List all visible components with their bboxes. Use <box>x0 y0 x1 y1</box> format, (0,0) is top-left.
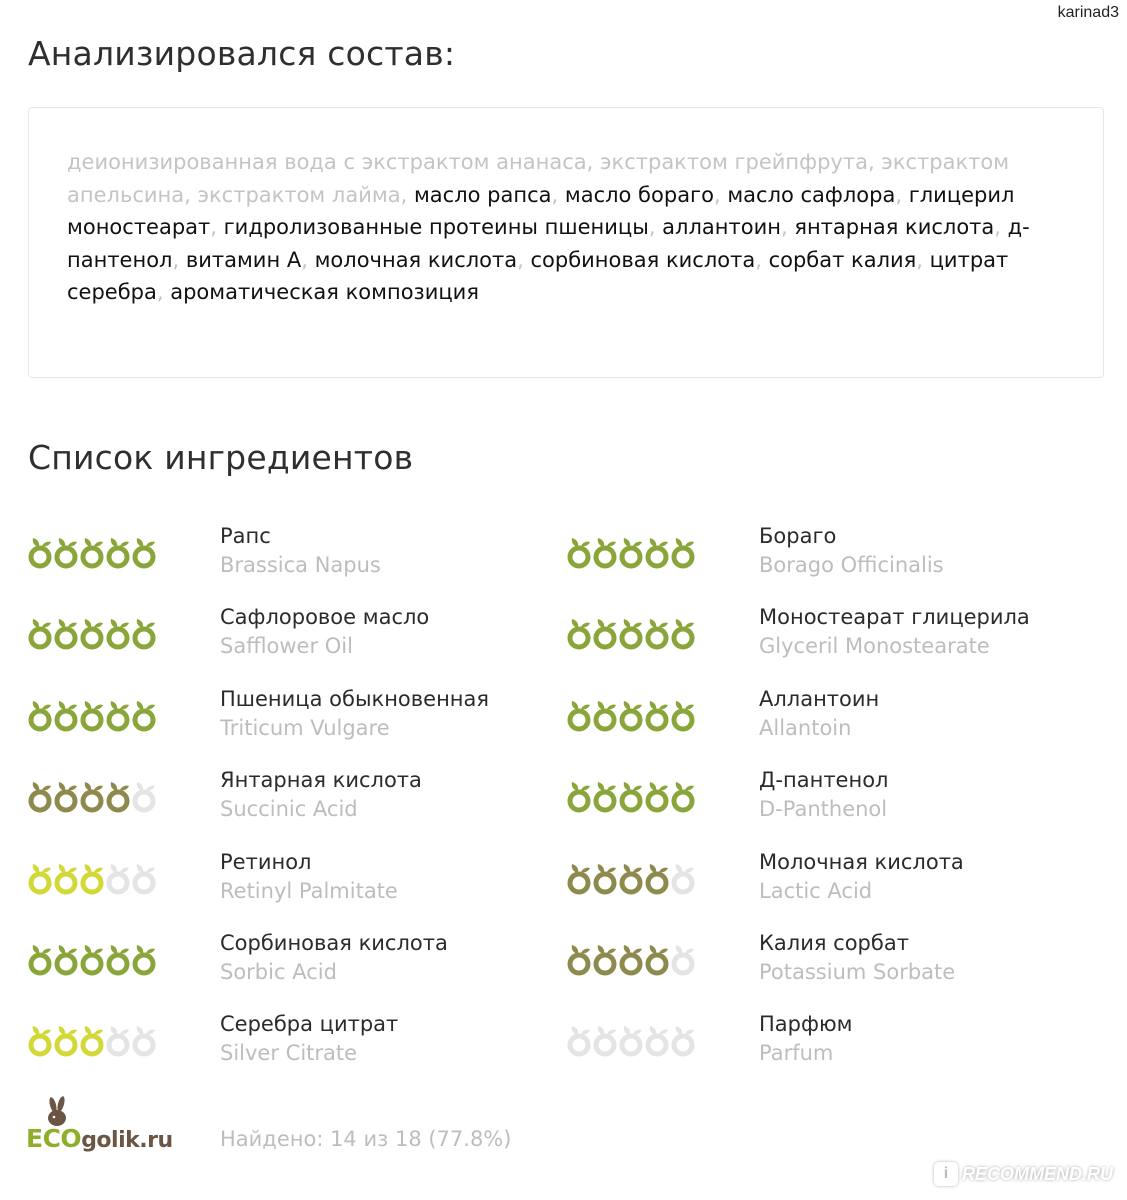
composition-separator: , <box>210 215 224 240</box>
rating-leaf-icon <box>132 535 158 569</box>
rating-leaf-icon <box>106 535 132 569</box>
rating-leaf-icon <box>593 861 619 895</box>
found-summary: Найдено: 14 из 18 (77.8%) <box>220 1127 512 1151</box>
rating-leaf-icon <box>671 698 697 732</box>
rating-leaf-icon <box>567 779 593 813</box>
rating-leaf-icon <box>28 698 54 732</box>
composition-text <box>67 146 1067 309</box>
ingredient-rating <box>567 1023 697 1057</box>
ingredient-name-latin: Lactic Acid <box>759 878 873 903</box>
ingredient-name-latin: Borago Officinalis <box>759 553 944 577</box>
rating-leaf-icon <box>567 616 593 650</box>
logo-domain: golik.ru <box>81 1128 173 1153</box>
rating-leaf-icon <box>671 861 697 895</box>
rating-leaf-icon <box>619 942 645 976</box>
composition-separator: , <box>551 182 565 207</box>
ingredient-name-ru[interactable]: Моностеарат глицерила <box>759 605 1030 630</box>
rating-leaf-icon <box>106 942 132 976</box>
rating-leaf-icon <box>132 942 158 976</box>
rating-leaf-icon <box>132 698 158 732</box>
rating-leaf-icon <box>645 942 671 976</box>
composition-separator: , <box>713 182 728 207</box>
rating-leaf-icon <box>106 861 132 895</box>
rating-leaf-icon <box>132 861 158 895</box>
rating-leaf-icon <box>80 861 106 895</box>
ingredient-name-ru[interactable]: Парфюм <box>759 1012 853 1037</box>
ingredient-name-latin: Potassium Sorbate <box>759 959 956 984</box>
rating-leaf-icon <box>54 942 80 976</box>
composition-ingredient: ароматическая композиция <box>170 280 479 305</box>
ingredient-item[interactable] <box>567 930 1106 1011</box>
ingredient-name-ru[interactable]: Ретинол <box>220 849 312 874</box>
composition-separator: , <box>916 247 930 272</box>
composition-ingredient: масло бораго <box>564 182 714 207</box>
recommend-logo-icon: i <box>934 1162 958 1186</box>
composition-separator: , <box>400 182 414 207</box>
rating-leaf-icon <box>619 535 645 569</box>
rating-leaf-icon <box>645 1023 671 1057</box>
composition-ingredient: глицерил моностеарат <box>67 182 1015 240</box>
rating-leaf-icon <box>80 616 106 650</box>
ingredient-name-latin: D-Panthenol <box>759 797 888 822</box>
ingredient-item[interactable] <box>567 1011 1106 1092</box>
ingredient-item[interactable] <box>28 930 567 1011</box>
rating-leaf-icon <box>28 942 54 976</box>
watermark-text: RECOMMEND.RU <box>962 1163 1113 1184</box>
composition-ingredient: аллантоин <box>662 215 781 240</box>
composition-separator: , <box>172 247 186 272</box>
ingredient-name-ru[interactable]: Д-пантенол <box>759 768 889 793</box>
ingredient-rating <box>28 616 158 650</box>
composition-separator: , <box>156 280 171 305</box>
ingredient-name-ru[interactable]: Янтарная кислота <box>220 768 422 793</box>
ingredient-rating <box>28 861 158 895</box>
rating-leaf-icon <box>28 616 54 650</box>
rating-leaf-icon <box>619 861 645 895</box>
rating-leaf-icon <box>567 861 593 895</box>
ingredient-item[interactable] <box>28 849 567 930</box>
ingredient-name-latin: Brassica Napus <box>220 553 381 577</box>
rating-leaf-icon <box>671 779 697 813</box>
watermark <box>934 1162 1113 1186</box>
rating-leaf-icon <box>80 698 106 732</box>
composition-ingredient: гидролизованные протеины пшеницы <box>223 215 649 240</box>
rating-leaf-icon <box>54 616 80 650</box>
logo-text <box>26 1124 173 1153</box>
ingredient-rating <box>28 779 158 813</box>
ingredient-rating <box>28 698 158 732</box>
rating-leaf-icon <box>567 942 593 976</box>
rating-leaf-icon <box>645 861 671 895</box>
ingredient-rating <box>28 942 158 976</box>
rating-leaf-icon <box>28 1023 54 1057</box>
composition-separator: , <box>517 247 531 272</box>
ingredient-item[interactable] <box>567 686 1106 767</box>
composition-ingredient: молочная кислота <box>314 247 518 272</box>
analyzed-title: Анализировался состав: <box>28 34 456 73</box>
ingredient-name-ru[interactable]: Рапс <box>220 524 271 548</box>
composition-separator: , <box>301 247 315 272</box>
ingredient-rating <box>28 1023 158 1057</box>
rating-leaf-icon <box>106 1023 132 1057</box>
rating-leaf-icon <box>567 535 593 569</box>
ingredient-rating <box>567 535 697 569</box>
rating-leaf-icon <box>80 535 106 569</box>
ingredient-name-ru[interactable]: Серебра цитрат <box>220 1012 399 1037</box>
ingredients-list <box>28 523 1108 1093</box>
rating-leaf-icon <box>132 616 158 650</box>
composition-ingredient: масло сафлора <box>727 182 896 207</box>
rating-leaf-icon <box>567 1023 593 1057</box>
ingredient-rating <box>567 698 697 732</box>
composition-ingredient: сорбат калия <box>768 247 917 272</box>
ingredient-item[interactable] <box>28 523 567 604</box>
ingredient-rating <box>567 861 697 895</box>
rating-leaf-icon <box>54 698 80 732</box>
composition-box <box>28 107 1104 378</box>
ingredient-name-latin: Silver Citrate <box>220 1041 358 1066</box>
ecogolik-logo[interactable] <box>26 1096 196 1158</box>
rating-leaf-icon <box>645 698 671 732</box>
ingredient-item[interactable] <box>567 767 1106 848</box>
rating-leaf-icon <box>54 535 80 569</box>
composition-ingredient: цитрат серебра <box>67 247 1009 305</box>
rating-leaf-icon <box>567 698 593 732</box>
rating-leaf-icon <box>28 779 54 813</box>
rating-leaf-icon <box>80 1023 106 1057</box>
ingredient-rating <box>567 779 697 813</box>
rating-leaf-icon <box>54 779 80 813</box>
ingredient-name-ru[interactable]: Бораго <box>759 524 837 548</box>
ingredient-item[interactable] <box>567 523 1106 604</box>
composition-separator: , <box>755 247 769 272</box>
ingredient-name-ru[interactable]: Калия сорбат <box>759 930 909 955</box>
rating-leaf-icon <box>28 861 54 895</box>
rating-leaf-icon <box>106 698 132 732</box>
rating-leaf-icon <box>671 616 697 650</box>
rating-leaf-icon <box>132 779 158 813</box>
rating-leaf-icon <box>645 779 671 813</box>
composition-separator: , <box>895 182 909 207</box>
rating-leaf-icon <box>593 535 619 569</box>
ingredient-name-ru[interactable]: Пшеница обыкновенная <box>220 686 490 711</box>
composition-ingredient: янтарная кислота <box>794 215 995 240</box>
rating-leaf-icon <box>619 1023 645 1057</box>
rating-leaf-icon <box>54 861 80 895</box>
rating-leaf-icon <box>593 698 619 732</box>
composition-ingredient: витамин А <box>185 247 302 272</box>
composition-ingredient: д-пантенол <box>67 215 1030 272</box>
ingredient-name-latin: Allantoin <box>759 715 852 740</box>
ingredient-item[interactable] <box>28 1011 567 1092</box>
ingredient-item[interactable] <box>28 767 567 848</box>
ingredient-rating <box>28 535 158 569</box>
composition-separator: , <box>648 215 663 240</box>
rating-leaf-icon <box>593 942 619 976</box>
ingredient-name-latin: Glyceril Monostearate <box>759 634 990 659</box>
ingredient-name-latin: Triticum Vulgare <box>220 715 390 740</box>
ingredient-rating <box>567 616 697 650</box>
ingredient-item[interactable] <box>28 686 567 767</box>
rating-leaf-icon <box>593 616 619 650</box>
composition-separator: , <box>780 215 795 240</box>
logo-eco: ECO <box>26 1124 82 1153</box>
rating-leaf-icon <box>671 942 697 976</box>
rating-leaf-icon <box>106 779 132 813</box>
rating-leaf-icon <box>645 535 671 569</box>
username: karinad3 <box>1057 4 1119 21</box>
composition-ingredient: масло рапса <box>413 182 552 207</box>
rating-leaf-icon <box>132 1023 158 1057</box>
rating-leaf-icon <box>619 779 645 813</box>
ingredient-name-ru[interactable]: Сафлоровое масло <box>220 605 430 630</box>
ingredient-name-latin: Safflower Oil <box>220 634 353 659</box>
ingredient-name-latin: Sorbic Acid <box>220 959 337 984</box>
rating-leaf-icon <box>671 1023 697 1057</box>
ingredient-name-ru[interactable]: Аллантоин <box>759 686 880 711</box>
rating-leaf-icon <box>28 535 54 569</box>
rating-leaf-icon <box>671 535 697 569</box>
ingredient-name-latin: Succinic Acid <box>220 797 358 822</box>
rating-leaf-icon <box>80 779 106 813</box>
rating-leaf-icon <box>106 616 132 650</box>
ingredient-name-ru[interactable]: Сорбиновая кислота <box>220 930 448 955</box>
composition-separator: , <box>994 215 1008 240</box>
ingredient-name-latin: Parfum <box>759 1041 834 1066</box>
ingredient-item[interactable] <box>28 604 567 685</box>
composition-ingredient: сорбиновая кислота <box>530 247 756 272</box>
ingredient-item[interactable] <box>567 849 1106 930</box>
rating-leaf-icon <box>619 698 645 732</box>
ingredients-title: Список ингредиентов <box>28 438 414 477</box>
ingredient-rating <box>567 942 697 976</box>
ingredient-name-ru[interactable]: Молочная кислота <box>759 849 964 874</box>
rating-leaf-icon <box>80 942 106 976</box>
ingredient-name-latin: Retinyl Palmitate <box>220 878 398 903</box>
ingredient-item[interactable] <box>567 604 1106 685</box>
rating-leaf-icon <box>619 616 645 650</box>
rating-leaf-icon <box>54 1023 80 1057</box>
rating-leaf-icon <box>645 616 671 650</box>
composition-unmatched: деионизированная вода с экстрактом ананаса, экстрактом грейпфрута, экстрактом апельсина, экстрактом лайма <box>67 150 1010 207</box>
rating-leaf-icon <box>593 1023 619 1057</box>
rating-leaf-icon <box>593 779 619 813</box>
